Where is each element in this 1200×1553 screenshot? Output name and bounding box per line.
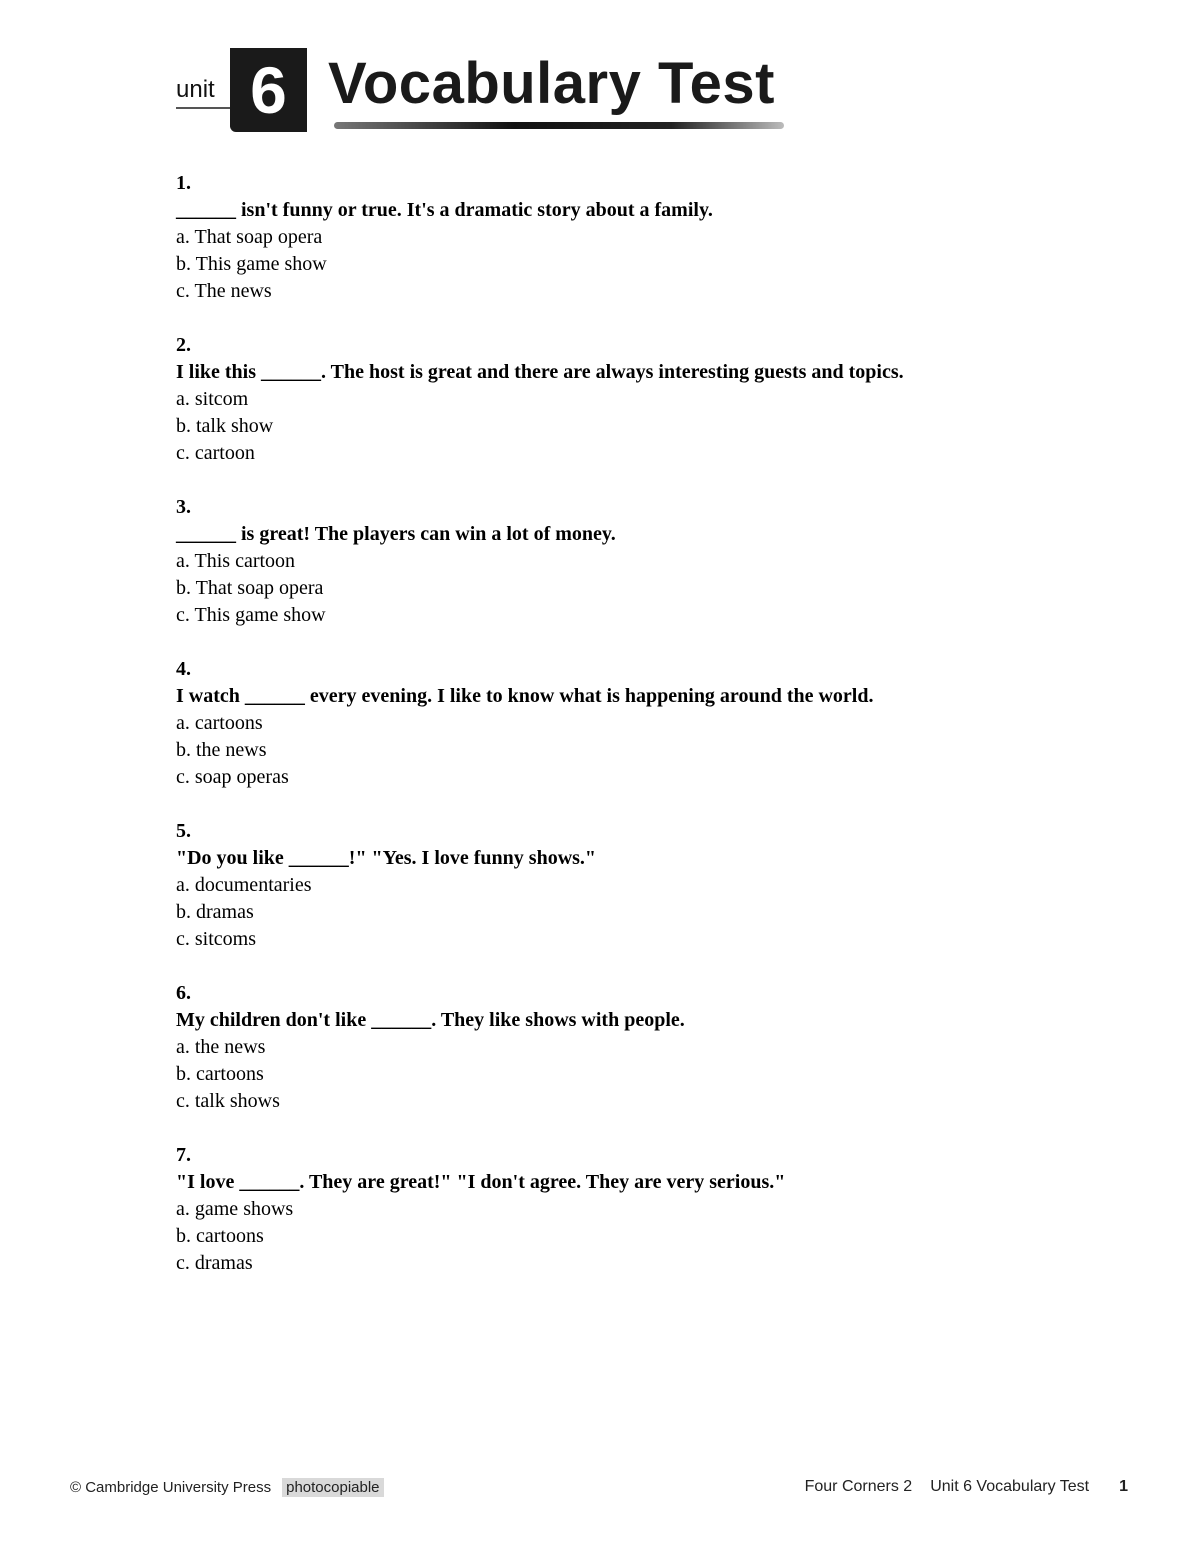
answer-option: a. documentaries [176,874,312,896]
question-prompt: I like this ______. The host is great and there are always interesting guests and topics. [176,361,904,383]
answer-option: a. That soap opera [176,226,323,248]
answer-option: a. cartoons [176,712,263,734]
answer-option: b. That soap opera [176,577,324,599]
answer-option: b. the news [176,739,267,761]
question-number: 4. [176,658,191,680]
question-item [176,170,1136,305]
answer-option: c. dramas [176,1252,253,1274]
question-number: 1. [176,172,191,194]
question-number: 6. [176,982,191,1004]
answer-option: a. game shows [176,1198,294,1220]
question-item [176,980,1136,1115]
unit-label: unit [176,76,215,103]
question-number: 3. [176,496,191,518]
answer-option: c. soap operas [176,766,289,788]
answer-option: c. This game show [176,604,326,626]
answer-option: b. talk show [176,415,274,437]
question-prompt: ______ is great! The players can win a lot of money. [176,523,616,545]
question-number: 5. [176,820,191,842]
answer-option: a. the news [176,1036,266,1058]
answer-option: b. cartoons [176,1225,264,1247]
question-number: 7. [176,1144,191,1166]
photocopiable-badge: photocopiable [282,1478,383,1497]
unit-number-badge: 6 [230,48,307,132]
answer-option: c. cartoon [176,442,255,464]
footer-right [805,1478,1128,1496]
answer-option: b. This game show [176,253,327,275]
answer-option: a. This cartoon [176,550,296,572]
copyright-text: © Cambridge University Press [70,1479,272,1496]
question-item [176,818,1136,953]
unit-rule [176,107,232,109]
question-prompt: "Do you like ______!" "Yes. I love funny shows." [176,847,597,869]
question-item [176,1142,1136,1277]
question-prompt: ______ isn't funny or true. It's a dramatic story about a family. [176,199,713,221]
question-item [176,656,1136,791]
question-item [176,494,1136,629]
answer-option: a. sitcom [176,388,249,410]
question-number: 2. [176,334,191,356]
question-list [176,170,1136,1304]
title-underline [334,122,784,129]
page-title: Vocabulary Test [328,51,775,116]
question-prompt: My children don't like ______. They like shows with people. [176,1009,685,1031]
unit-test-label: Unit 6 Vocabulary Test [930,1478,1090,1495]
book-title: Four Corners 2 [804,1478,913,1495]
answer-option: c. sitcoms [176,928,256,950]
footer-left [70,1478,384,1497]
answer-option: c. The news [176,280,272,302]
question-item [176,332,1136,467]
question-prompt: I watch ______ every evening. I like to know what is happening around the world. [176,685,874,707]
answer-option: b. dramas [176,901,254,923]
answer-option: b. cartoons [176,1063,264,1085]
page-number: 1 [1119,1478,1128,1495]
question-prompt: "I love ______. They are great!" "I don't agree. They are very serious." [176,1171,786,1193]
page-header [176,48,796,134]
answer-option: c. talk shows [176,1090,280,1112]
